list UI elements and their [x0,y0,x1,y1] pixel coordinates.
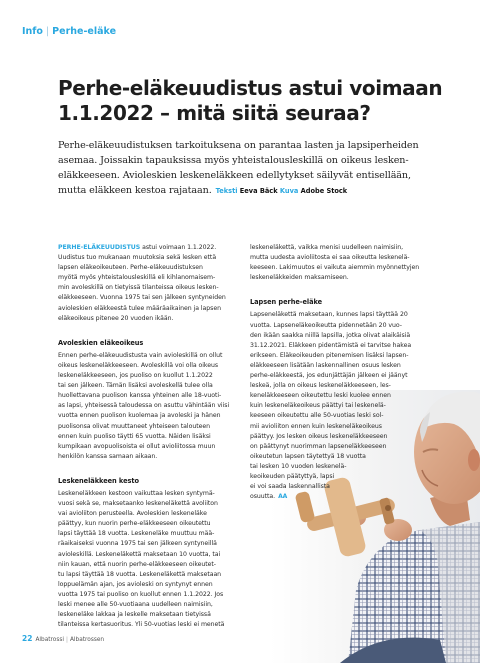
body-line: leskeneläkkeiden maksamiseen. [250,274,349,282]
last-line-text: osuutta. [250,493,276,501]
body-line: päättyy, kun nuorin perhe-eläkkeeseen oikeutettu [58,520,211,528]
section-breadcrumb [22,26,116,37]
body-line: eläkeoikeus pitenee 20 vuoden ikään. [58,314,174,322]
body-line: kuin leskeneläkeoikeus päättyi tai leskenelä- [250,402,386,410]
lead-line: eläkkeeseen. Avioleskien leskeneläkkeen edellytykset säilyvät entisellään, [58,170,411,181]
publication-name: Albatrossi [35,637,64,643]
intro-line [58,243,240,253]
intro-kicker: PERHE-ELÄKEUUDISTUS [58,244,141,251]
section-separator: | [45,26,50,37]
article-credits [216,187,348,195]
headline-line: 1.1.2022 – mitä siitä seuraa? [58,101,371,125]
page-footer [22,634,104,643]
body-line: as lapsi, yhteisessä taloudessa on asuttu vähintään viisi [58,402,230,410]
article-headline [58,76,458,126]
body-line: tu lapsi täyttää 18 vuotta. Leskeneläkettä maksetaan [58,570,222,578]
body-line: leskeä, jolla on oikeus leskeneläkkeeseen, les- [250,382,391,390]
body-line: den ikään saakka niillä lapsilla, jotka olivat alaikäisiä [250,331,411,339]
body-column-1 [58,243,240,630]
subheading-lapsen: Lapsen perhe-eläke [250,298,323,307]
body-line: keoikeuden päätyttyä, lapsi [250,472,335,480]
body-line: vuosi sekä se, maksetaanko leskeneläkettä avoliiton [58,500,218,508]
body-line: vuotta ennen puolison kuolemaa ja avoleski ja hänen [58,412,221,420]
body-line: leskeneläke lakkaa ja leskelle maksetaan tietyissä [58,611,211,619]
subheading-kesto: Leskeneläkkeen kesto [58,476,139,485]
body-line: räaikaiseksi vuonna 1975 tai sen jälkeen syntyneillä [58,540,217,548]
body-line: niin kauan, että nuorin perhe-eläkkeeseen oikeutet- [58,560,216,568]
body-line: huollettavana puolison kanssa yhteinen alle 18-vuoti- [58,392,222,400]
body-line: leskeneläkettä, vaikka menisi uudelleen naimisiin, [250,244,404,251]
body-line: henkilön kanssa samaan aikaan. [58,452,158,460]
subsection-label: Perhe-eläke [52,26,117,37]
body-line: perhe-eläkkeestä, jos edunjättäjän jälkeen ei jäänyt [250,372,408,380]
body-line: tai sen jälkeen. Tämän lisäksi avoleskellä tulee olla [58,382,213,390]
credit-text-author: Eeva Bäck [239,187,278,195]
body-line: tai lesken 10 vuoden leskenelä- [250,462,347,470]
body-line: min avoleskillä on tietyissä tilanteissa oikeus lesken- [58,284,219,292]
credit-photo-source: Adobe Stock [300,187,348,195]
body-line: avioleskien eläkkeestä tulee määräaikainen ja lapsen [58,304,221,312]
lead-line: asemaa. Joissakin tapauksissa myös yhteistalouslesk​illä on oikeus lesken- [58,155,409,166]
body-line: leskeneläkkeeseen, jos puoliso on kuollut 1.1.2022 [58,372,213,380]
body-line: oikeutetun lapsen täytettyä 18 vuotta [250,452,366,460]
body-line: avioleskillä. Leskeneläkettä maksetaan 10 vuotta, tai [58,550,221,558]
body-line: päättyy. Jos lesken oikeus leskeneläkkeeseen [250,432,388,440]
body-line: 31.12.2021. Eläkkeen pidentämistä ei tarvitse hakea [250,341,412,349]
body-line: leski menee alle 50-vuotiaana uudelleen naimisiin, [58,601,213,608]
body-line: vuotta 1975 tai puoliso on kuollut ennen 1.1.2022. Jos [58,590,224,598]
article-lead [58,138,454,199]
body-line: mutta uudesta avioliitosta ei saa oikeutta leskenelä- [250,254,410,262]
body-line: vuotta. Lapseneläkeoikeutta pidennetään 20 vuo- [250,321,402,329]
body-line: keneläkkeeseen oikeutettu leski kuolee ennen [250,392,391,400]
body-line: lapsi täyttää 18 vuotta. Leskeneläke muuttuu mää- [58,530,215,538]
body-line: eläkkeeseen. Vuonna 1975 tai sen jälkeen syntyneiden [58,294,226,302]
credit-photo-label: Kuva [279,187,299,195]
body-line: on päättynyt nuorimman lapseneläkkeeseen [250,442,387,450]
credit-text-label: Teksti [215,187,238,195]
end-mark-icon: AA [278,493,288,501]
body-column-2 [250,243,430,502]
body-line: vai avioliiton perusteella. Avoleskien leskeneläke [58,510,207,518]
subheading-avoleskien: Avoleskien eläkeoikeus [58,338,144,347]
body-line: loppuelämän ajan, jos avioleski on syntynyt ennen [58,580,213,588]
body-line: lapsen eläkeoikeuteen. Perhe-eläkeuudistuksen [58,264,203,272]
body-line: tilanteissa kertasuoritus. Yli 50-vuotias leski ei menetä [58,621,225,629]
body-line: mii avioliiton ennen kuin leskeneläkeoikeus [250,422,382,430]
publication-name-swedish: Albatrossen [69,637,105,643]
headline-line: Perhe-eläkeuudistus astui voimaan [58,76,443,100]
body-line: Ennen perhe-eläkeuudistusta vain avioleskillä on ollut [58,351,223,359]
footer-separator: | [65,637,68,643]
lead-line: Perhe-eläkeuudistuksen tarkoituksena on parantaa lasten ja lapsiperheiden [58,140,419,151]
body-line: ennen kuin puoliso täytti 65 vuotta. Näiden lisäksi [58,432,211,440]
body-line: Lapseneläkettä maksetaan, kunnes lapsi täyttää 20 [250,311,408,319]
intro-first: astui voimaan 1.1.2022. [142,244,217,251]
body-line: Leskeneläkkeen kestoon vaikuttaa lesken syntymä- [58,489,215,497]
body-line: keeseen. Lakimuutos ei vaikuta aiemmin myönnettyjen [250,264,420,272]
body-line: myötä myös yhteistalouslesk​illä eli kihlanomaisem- [58,274,216,282]
body-line: Uudistus tuo mukanaan muutoksia sekä lesken että [58,254,217,262]
page-number: 22 [22,634,33,643]
section-label: Info [22,26,43,37]
body-line: keeseen oikeutettu alle 50-vuotias leski sol- [250,412,384,420]
body-line-last [250,492,430,502]
body-line: eläkkeeseen lisätään laskennallinen osuus lesken [250,361,401,369]
body-line: kumpikaan avopuolisoista ei ollut avioliitossa muun [58,442,216,450]
body-line: puolisonsa olivat muuttaneet yhteiseen talouteen [58,422,210,430]
lead-line-last [58,183,454,199]
lead-line: mutta eläkkeen kestoa rajataan. [58,185,212,196]
body-line: erikseen. Eläkeoikeuden pitenemisen lisäksi lapsen- [250,351,409,359]
body-line: ei voi saada laskennallista [250,483,330,491]
body-line: oikeus leskeneläkkeeseen. Avoleskillä voi olla oikeus [58,361,219,369]
